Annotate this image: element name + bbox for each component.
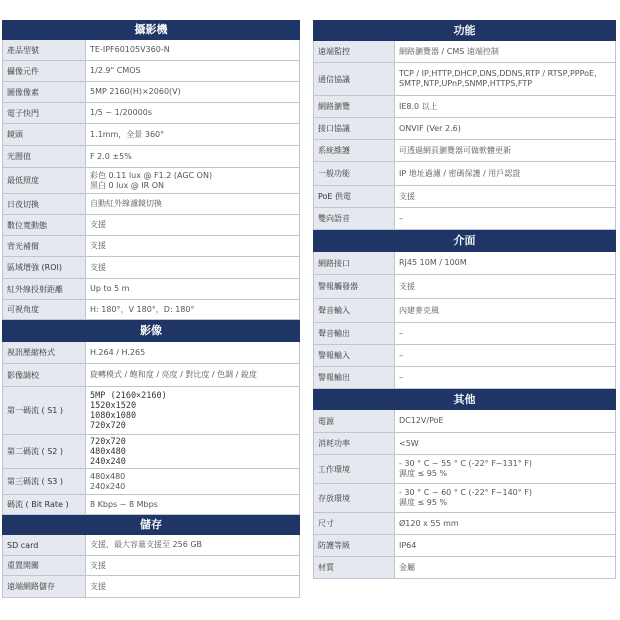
spec-row (313, 118, 616, 140)
spec-value-line: 5MP (2160×2160) (90, 390, 167, 401)
spec-row (2, 300, 300, 320)
spec-label: 一般功能 (314, 162, 395, 185)
spec-value-line: IP64 (399, 540, 417, 550)
spec-label: 遠端網路儲存 (3, 576, 86, 597)
spec-label: 數位寬動態 (3, 215, 86, 235)
spec-value (395, 323, 615, 344)
spec-row (313, 455, 616, 484)
spec-value-line: 支援 (399, 191, 415, 201)
spec-label: 影像調校 (3, 364, 86, 386)
spec-row (2, 168, 300, 194)
spec-row (313, 275, 616, 299)
spec-value-line: – (399, 213, 403, 223)
spec-label: 接口協議 (314, 118, 395, 139)
spec-value-line: 1.1mm，全景 360° (90, 129, 165, 139)
spec-value (86, 495, 299, 514)
spec-label: 網路瀏覽 (314, 96, 395, 117)
spec-row (313, 410, 616, 433)
spec-value-line: 濕度 ≤ 95 % (399, 469, 448, 478)
spec-label: 電子快門 (3, 103, 86, 123)
spec-value-line: TCP / IP,HTTP,DHCP,DNS,DDNS,RTP / RTSP,PPPoE, (399, 69, 597, 78)
spec-row (2, 556, 300, 576)
spec-row (2, 236, 300, 257)
spec-value (86, 168, 299, 193)
spec-label: 聲音輸入 (314, 299, 395, 322)
spec-label: 通信協議 (314, 63, 395, 95)
spec-value (86, 576, 299, 597)
spec-row (313, 513, 616, 535)
spec-row (313, 535, 616, 557)
spec-value-line: 480x480 (90, 471, 126, 481)
spec-label: 鏡頭 (3, 124, 86, 145)
spec-row (2, 576, 300, 598)
spec-row (313, 433, 616, 455)
spec-row (2, 82, 300, 103)
spec-label: 最低照度 (3, 168, 86, 193)
spec-value-line: - 30 ° C ~ 55 ° C (-22° F~131° F) (399, 459, 533, 468)
spec-row (2, 194, 300, 215)
spec-value-line: 網路瀏覽器 / CMS 遠端控制 (399, 46, 499, 56)
spec-value-line: 支援 (90, 560, 106, 570)
spec-value (395, 484, 615, 512)
spec-value (86, 300, 299, 319)
spec-value-line: 支援 (399, 281, 415, 291)
spec-value-line: 1/2.9" CMOS (90, 66, 141, 75)
spec-label: 產品型號 (3, 40, 86, 60)
spec-row (313, 208, 616, 230)
spec-row (2, 257, 300, 279)
spec-value-line: – (399, 372, 403, 382)
spec-row (313, 252, 616, 275)
spec-value-line: 8 Kbps ~ 8 Mbps (90, 499, 158, 509)
spec-row (2, 387, 300, 435)
spec-value (86, 194, 299, 214)
camera-spec-column-right (313, 20, 616, 579)
spec-row (313, 63, 616, 96)
spec-row (2, 435, 300, 469)
spec-row (313, 484, 616, 513)
spec-value (395, 162, 615, 185)
spec-label: 圖像像素 (3, 82, 86, 102)
spec-value (395, 41, 615, 62)
spec-row (2, 124, 300, 146)
spec-value (395, 118, 615, 139)
spec-label: 日夜切換 (3, 194, 86, 214)
spec-value-line: IP 地址過濾 / 密碼保護 / 用戶認證 (399, 168, 521, 178)
spec-value-line: – (399, 328, 403, 338)
spec-row (313, 557, 616, 579)
spec-value (395, 140, 615, 161)
spec-value-line: 可透過網頁瀏覽器可做軟體更新 (399, 145, 511, 155)
spec-value-line: DC12V/PoE (399, 416, 444, 425)
section-title: 介面 (313, 230, 616, 252)
spec-value (86, 61, 299, 81)
spec-value-line: 支援，最大容量支援至 256 GB (90, 540, 203, 549)
spec-label: 第三碼流 ( S3 ) (3, 469, 86, 494)
spec-value (86, 236, 299, 256)
spec-value (86, 469, 299, 494)
spec-label: 攝像元件 (3, 61, 86, 81)
spec-row (2, 103, 300, 124)
spec-row (2, 40, 300, 61)
spec-label: 警報觸發器 (314, 275, 395, 298)
spec-value-line: 1520x1520 (90, 400, 137, 411)
section-title: 功能 (313, 20, 616, 41)
spec-label: 防護等級 (314, 535, 395, 556)
spec-value-line: 240x240 (90, 456, 126, 467)
spec-value (86, 82, 299, 102)
spec-label: 可視角度 (3, 300, 86, 319)
spec-value (86, 387, 299, 434)
spec-value (395, 433, 615, 454)
spec-value-line: <5W (399, 438, 419, 448)
spec-value-line: TE-IPF60105V360-N (90, 45, 170, 54)
spec-value (395, 345, 615, 366)
spec-value-line: 旋轉模式 / 飽和度 / 亮度 / 對比度 / 色調 / 銳度 (90, 370, 257, 379)
spec-value (86, 124, 299, 145)
spec-value (395, 513, 615, 534)
spec-value-line: 720x720 (90, 420, 126, 431)
section-title: 攝影機 (2, 20, 300, 40)
spec-value-line: ONVIF (Ver 2.6) (399, 123, 461, 133)
spec-row (2, 364, 300, 387)
spec-label: 第一碼流 ( S1 ) (3, 387, 86, 434)
spec-label: 系統維護 (314, 140, 395, 161)
spec-value-line: - 30 ° C ~ 60 ° C (-22° F~140° F) (399, 488, 533, 497)
spec-value (395, 535, 615, 556)
spec-label: SD card (3, 535, 86, 555)
spec-label: 遠端監控 (314, 41, 395, 62)
spec-value (86, 103, 299, 123)
spec-value (395, 299, 615, 322)
spec-row (313, 345, 616, 367)
spec-value-line: H.264 / H.265 (90, 347, 146, 357)
spec-value-line: 支援 (90, 262, 106, 272)
camera-spec-column-left (2, 20, 300, 598)
spec-row (313, 140, 616, 162)
spec-value (86, 535, 299, 555)
spec-label: 第二碼流 ( S2 ) (3, 435, 86, 468)
spec-value (395, 455, 615, 483)
spec-value (86, 556, 299, 575)
section-title: 影像 (2, 320, 300, 342)
spec-label: 存放環境 (314, 484, 395, 512)
spec-value (86, 279, 299, 299)
spec-value (395, 557, 615, 578)
spec-value-line: F 2.0 ±5% (90, 151, 132, 161)
spec-label: 工作環境 (314, 455, 395, 483)
spec-value (395, 367, 615, 388)
spec-value-line: 自動紅外線濾鏡切換 (90, 199, 162, 208)
spec-row (313, 41, 616, 63)
spec-value-line: 支援 (90, 220, 106, 229)
spec-value (395, 410, 615, 432)
spec-value-line: SMTP,NTP,UPnP,SNMP,HTTPS,FTP (399, 79, 533, 88)
spec-value-line: – (399, 350, 403, 360)
spec-value-line: 240x240 (90, 481, 126, 491)
spec-label: 重置開關 (3, 556, 86, 575)
spec-value (395, 275, 615, 298)
spec-value (395, 252, 615, 274)
spec-value-line: RJ45 10M / 100M (399, 258, 467, 267)
spec-value-line: 720x720 (90, 436, 126, 447)
spec-label: 碼流 ( Bit Rate ) (3, 495, 86, 514)
spec-value (86, 146, 299, 167)
spec-label: PoE 供電 (314, 186, 395, 207)
spec-label: 警報輸入 (314, 345, 395, 366)
spec-value (395, 63, 615, 95)
spec-label: 警報輸出 (314, 367, 395, 388)
spec-label: 尺寸 (314, 513, 395, 534)
spec-value-line: 支援 (90, 241, 106, 250)
spec-value-line: 內建麥克風 (399, 305, 439, 315)
spec-value-line: 1080x1080 (90, 410, 137, 421)
spec-value (86, 342, 299, 363)
spec-value-line: H: 180°，V 180°，D: 180° (90, 304, 195, 314)
section-title: 其他 (313, 389, 616, 410)
spec-value-line: 5MP 2160(H)×2060(V) (90, 87, 181, 96)
spec-value-line: Ø120 x 55 mm (399, 518, 459, 528)
spec-value (86, 364, 299, 386)
spec-row (313, 299, 616, 323)
spec-row (2, 535, 300, 556)
spec-row (2, 215, 300, 236)
spec-value-line: 480x480 (90, 446, 126, 457)
spec-value (395, 208, 615, 229)
spec-value (395, 186, 615, 207)
spec-label: 聲音輸出 (314, 323, 395, 344)
spec-row (2, 279, 300, 300)
spec-label: 材質 (314, 557, 395, 578)
spec-row (2, 495, 300, 515)
spec-value-line: Up to 5 m (90, 284, 130, 293)
spec-label: 雙向語音 (314, 208, 395, 229)
spec-label: 區域增強 (ROI) (3, 257, 86, 278)
spec-value-line: 彩色 0.11 lux @ F1.2 (AGC ON) (90, 170, 213, 180)
spec-row (313, 367, 616, 389)
spec-value (395, 96, 615, 117)
spec-value-line: IE8.0 以上 (399, 101, 438, 111)
spec-value (86, 40, 299, 60)
spec-label: 網路接口 (314, 252, 395, 274)
spec-value (86, 435, 299, 468)
spec-row (2, 61, 300, 82)
spec-value-line: 濕度 ≤ 95 % (399, 498, 448, 507)
spec-row (313, 323, 616, 345)
spec-row (313, 162, 616, 186)
spec-label: 電源 (314, 410, 395, 432)
spec-value (86, 215, 299, 235)
spec-row (313, 186, 616, 208)
spec-value-line: 支援 (90, 581, 106, 591)
spec-row (2, 342, 300, 364)
spec-label: 視訊壓縮格式 (3, 342, 86, 363)
spec-label: 紅外線投射距離 (3, 279, 86, 299)
spec-label: 光圈值 (3, 146, 86, 167)
section-title: 儲存 (2, 515, 300, 535)
spec-value-line: 1/5 ~ 1/20000s (90, 108, 153, 117)
spec-label: 背光補償 (3, 236, 86, 256)
spec-row (2, 469, 300, 495)
spec-label: 消耗功率 (314, 433, 395, 454)
spec-value-line: 金屬 (399, 562, 415, 572)
spec-value (86, 257, 299, 278)
spec-row (313, 96, 616, 118)
spec-value-line: 黑白 0 lux @ IR ON (90, 180, 165, 190)
spec-row (2, 146, 300, 168)
